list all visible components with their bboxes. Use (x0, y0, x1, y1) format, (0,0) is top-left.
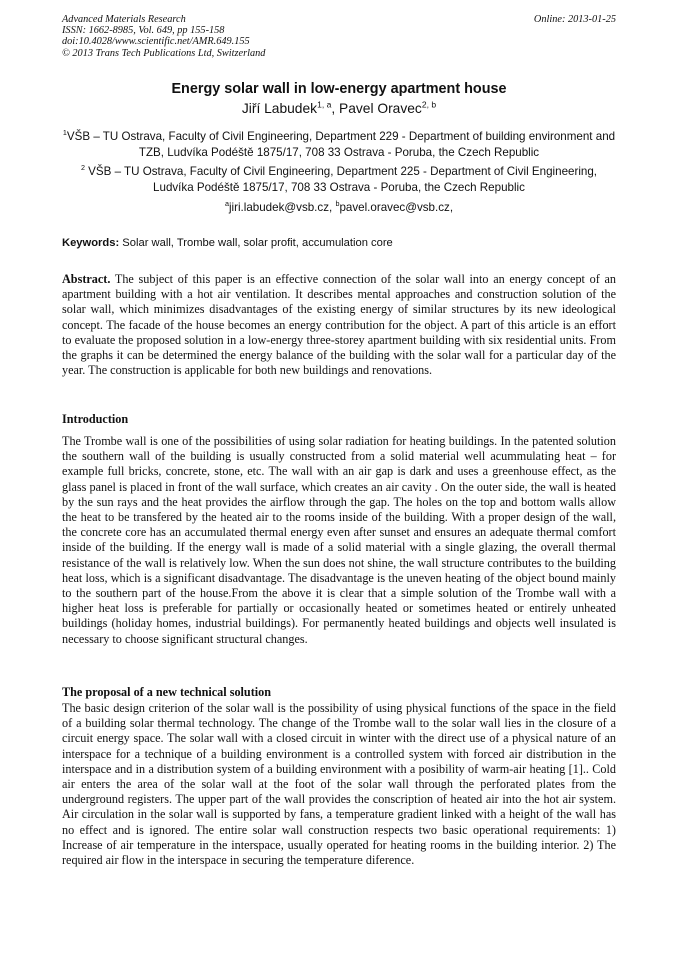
journal-name: Advanced Materials Research (62, 14, 186, 25)
affiliation (62, 164, 616, 196)
author-separator: , (331, 101, 339, 116)
email-mark: a (224, 199, 229, 209)
proposal-paragraph: The basic design criterion of the solar wall is the possibility of using physical functions of the space in the field of a building solar thermal technology. The change of the Trombe wall to the solar wall lies in the closure of a circuit energy space. The solar wall with a closed circuit in winter with the direct use of a physical nature of an interspace for a technique of a building environment is a controlled system with forced air distribution in the interspace and in a distribution system of a building environment with a posibility of warm-air heating [1].. Cold air enters the area of the solar wall at the foot of the solar wall through the perforated plates from the underground registers. The upper part of the wall provides the conscription of heated air into the hot air system. Air circulation in the solar wall is supported by fans, a temperature gradient linked with a height of the wall has no effect and is ignored. The entire solar wall construction respects two basic operational requirements: 1) Increase of air temperature in the interspace, usually operated for heating rooms in the building interior. 2) The required air flow in the interspace in securing the temperature diference. (62, 701, 616, 868)
author-emails (62, 201, 616, 214)
affiliation-text: VŠB – TU Ostrava, Faculty of Civil Engineering, Department 229 - Department of building environment and TZB, Ludvíka Podéště 1875/17, 708 33 Ostrava - Poruba, the Czech Republic (66, 130, 616, 159)
author-name: Jiří Labudek (241, 101, 318, 116)
keywords (62, 237, 616, 249)
author-affiliation-mark: 2, b (421, 99, 437, 110)
keywords-label: Keywords: (62, 237, 120, 249)
affiliation (62, 129, 616, 161)
journal-doi: doi:10.4028/www.scientific.net/AMR.649.155 (62, 36, 250, 48)
section-heading-proposal: The proposal of a new technical solution (62, 685, 272, 699)
abstract (62, 272, 616, 378)
paper-title: Energy solar wall in low-energy apartment house (171, 81, 507, 97)
email-address[interactable]: jiri.labudek@vsb.cz, (228, 201, 336, 214)
author-list (62, 101, 616, 116)
author-name: Pavel Oravec (339, 101, 422, 116)
abstract-label: Abstract. (62, 272, 111, 286)
journal-issn: ISSN: 1662-8985, Vol. 649, pp 155-158 (62, 25, 225, 37)
journal-copyright: © 2013 Trans Tech Publications Ltd, Switzerland (62, 47, 266, 59)
abstract-text: The subject of this paper is an effective connection of the solar wall into an energy concept of an apartment building with a hot air ventilation. It describes mental approaches and construction solution of the solar wall, which minimizes disadvantages of the existing energy of similar structures by its new ideological concept. The facade of the house becomes an energy contribution for the object. A part of this article is an effort to evaluate the proposed solution in a low-energy three-storey apartment building with six residential units. From the graphs it can be determined the energy balance of the building with the solar wall for a particular day of the year. The construction is applicable for both new buildings and renovations. (62, 272, 616, 378)
online-date: Online: 2013-01-25 (533, 14, 616, 25)
email-address[interactable]: pavel.oravec@vsb.cz, (339, 201, 454, 214)
journal-header (62, 14, 616, 59)
affiliation-text: VŠB – TU Ostrava, Faculty of Civil Engineering, Department 225 - Department of Civil Engineering, Ludvíka Podéště 1875/17, 708 33 Ostrava - Poruba, the Czech Republic (84, 165, 598, 194)
email-mark: b (335, 199, 340, 209)
section-heading-introduction: Introduction (62, 412, 129, 426)
author-affiliation-mark: 1, a (317, 99, 332, 110)
affiliation-mark: 1 (62, 128, 67, 138)
introduction-paragraph: The Trombe wall is one of the possibilities of using solar radiation for heating buildings. In the patented solution the southern wall of the building is usually constructed from a solid material well acummulating heat – for example full bricks, concrete, stone, etc. The wall with an air gap is dark and uses a greenhouse effect, as the glass panel is placed in front of the wall surface, which creates an air cavity . On the outer side, the wall is heated by the sun rays and the heat provides the airflow through the gap. The holes on the top and bottom walls allow the heat to be transfered by the heated air to the rooms inside of the building. With a proper design of the wall, the concrete core has an accumulated thermal energy even after sunset and ensures an adequate thermal comfort inside of the building. If the energy wall is made of a solid material with a single glazing, the overall thermal resistance of the wall is relatively low. When the sun does not shine, the wall structure contributes to the building heat loss, which is a significant disadvantage. The disadvantage is the uneven heating of the object bound mainly to the southern part of the house.From the above it is clear that a simple solution of the Trombe wall with a higher heat loss is preferable for partially or occasionally heated or sometimes heated or entirely unheated buildings (holiday homes, industrial buildings). For permanently heated buildings and objects well insulated is necessary to choose significant structural changes. (62, 434, 616, 646)
keywords-text: Solar wall, Trombe wall, solar profit, accumulation core (119, 237, 393, 249)
affiliation-mark: 2 (80, 163, 85, 173)
